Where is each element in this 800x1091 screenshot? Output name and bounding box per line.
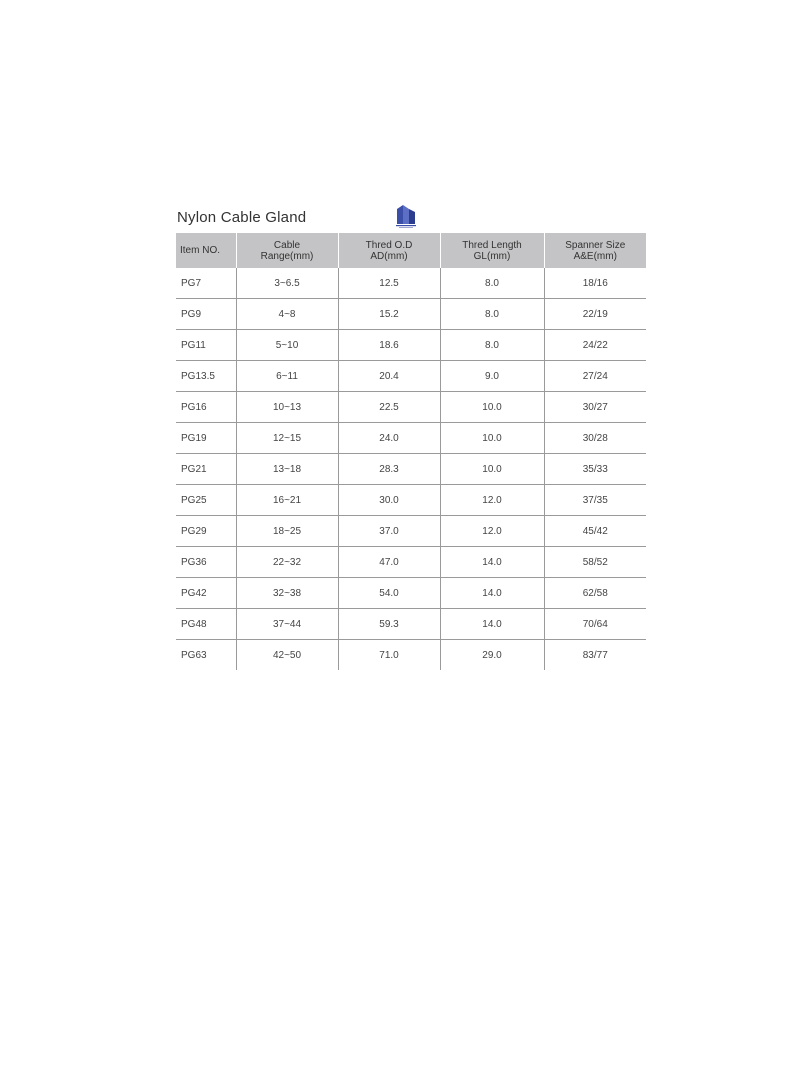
cable-range-cell: 3~6.5 — [236, 268, 338, 299]
table-row — [176, 361, 646, 392]
thread-length-cell: 14.0 — [440, 578, 544, 609]
thread-od-cell: 28.3 — [338, 454, 440, 485]
table-row — [176, 454, 646, 485]
table-header-row — [176, 233, 646, 268]
cable-range-cell: 10~13 — [236, 392, 338, 423]
table-row — [176, 640, 646, 671]
thread-od-cell: 24.0 — [338, 423, 440, 454]
spanner-size-cell: 35/33 — [544, 454, 646, 485]
item-no-cell: PG25 — [176, 485, 236, 516]
table-row — [176, 330, 646, 361]
thread-od-cell: 54.0 — [338, 578, 440, 609]
cable-range-cell: 4~8 — [236, 299, 338, 330]
header-cable-range: Cable Range(mm) — [236, 233, 338, 268]
spanner-size-cell: 30/27 — [544, 392, 646, 423]
table-row — [176, 392, 646, 423]
thread-od-cell: 47.0 — [338, 547, 440, 578]
item-no-cell: PG16 — [176, 392, 236, 423]
table-row — [176, 485, 646, 516]
spanner-size-cell: 18/16 — [544, 268, 646, 299]
thread-od-cell: 18.6 — [338, 330, 440, 361]
spanner-size-cell: 24/22 — [544, 330, 646, 361]
thread-length-cell: 12.0 — [440, 485, 544, 516]
thread-od-cell: 22.5 — [338, 392, 440, 423]
item-no-cell: PG29 — [176, 516, 236, 547]
cable-range-cell: 13~18 — [236, 454, 338, 485]
cable-range-cell: 12~15 — [236, 423, 338, 454]
cable-range-cell: 6~11 — [236, 361, 338, 392]
thread-length-cell: 8.0 — [440, 299, 544, 330]
item-no-cell: PG19 — [176, 423, 236, 454]
cable-gland-spec-table — [176, 233, 646, 670]
cable-range-cell: 22~32 — [236, 547, 338, 578]
cable-range-cell: 32~38 — [236, 578, 338, 609]
item-no-cell: PG11 — [176, 330, 236, 361]
cable-range-cell: 18~25 — [236, 516, 338, 547]
item-no-cell: PG7 — [176, 268, 236, 299]
table-row — [176, 609, 646, 640]
thread-length-cell: 8.0 — [440, 268, 544, 299]
header-thread-length: Thred Length GL(mm) — [440, 233, 544, 268]
header-spanner-size: Spanner Size A&E(mm) — [544, 233, 646, 268]
thread-od-cell: 30.0 — [338, 485, 440, 516]
spanner-size-cell: 58/52 — [544, 547, 646, 578]
item-no-cell: PG42 — [176, 578, 236, 609]
table-row — [176, 516, 646, 547]
spanner-size-cell: 22/19 — [544, 299, 646, 330]
spanner-size-cell: 37/35 — [544, 485, 646, 516]
header-item-no: Item NO. — [176, 233, 236, 268]
thread-length-cell: 10.0 — [440, 392, 544, 423]
thread-od-cell: 15.2 — [338, 299, 440, 330]
item-no-cell: PG13.5 — [176, 361, 236, 392]
thread-od-cell: 71.0 — [338, 640, 440, 671]
header-thread-od: Thred O.D AD(mm) — [338, 233, 440, 268]
spanner-size-cell: 27/24 — [544, 361, 646, 392]
building-logo-icon — [394, 203, 418, 229]
spanner-size-cell: 45/42 — [544, 516, 646, 547]
table-row — [176, 423, 646, 454]
spanner-size-cell: 83/77 — [544, 640, 646, 671]
thread-length-cell: 10.0 — [440, 423, 544, 454]
item-no-cell: PG63 — [181, 649, 207, 661]
thread-od-cell: 12.5 — [338, 268, 440, 299]
thread-length-cell: 9.0 — [440, 361, 544, 392]
page-title: Nylon Cable Gland — [177, 209, 307, 226]
thread-od-cell: 37.0 — [338, 516, 440, 547]
thread-length-cell: 29.0 — [440, 640, 544, 671]
item-no-cell: PG21 — [176, 454, 236, 485]
table-row — [176, 268, 646, 299]
item-no-cell: PG9 — [176, 299, 236, 330]
thread-length-cell: 8.0 — [440, 330, 544, 361]
table-row — [176, 578, 646, 609]
cable-range-cell: 42~50 — [236, 640, 338, 671]
table-row — [176, 299, 646, 330]
thread-length-cell: 14.0 — [440, 609, 544, 640]
spanner-size-cell: 70/64 — [544, 609, 646, 640]
thread-length-cell: 14.0 — [440, 547, 544, 578]
thread-od-cell: 59.3 — [338, 609, 440, 640]
cable-range-cell: 37~44 — [236, 609, 338, 640]
table-row — [176, 547, 646, 578]
cable-range-cell: 5~10 — [236, 330, 338, 361]
cable-range-cell: 16~21 — [236, 485, 338, 516]
thread-length-cell: 12.0 — [440, 516, 544, 547]
thread-length-cell: 10.0 — [440, 454, 544, 485]
spanner-size-cell: 30/28 — [544, 423, 646, 454]
thread-od-cell: 20.4 — [338, 361, 440, 392]
item-no-cell: PG36 — [176, 547, 236, 578]
spanner-size-cell: 62/58 — [544, 578, 646, 609]
item-no-cell: PG48 — [176, 609, 236, 640]
